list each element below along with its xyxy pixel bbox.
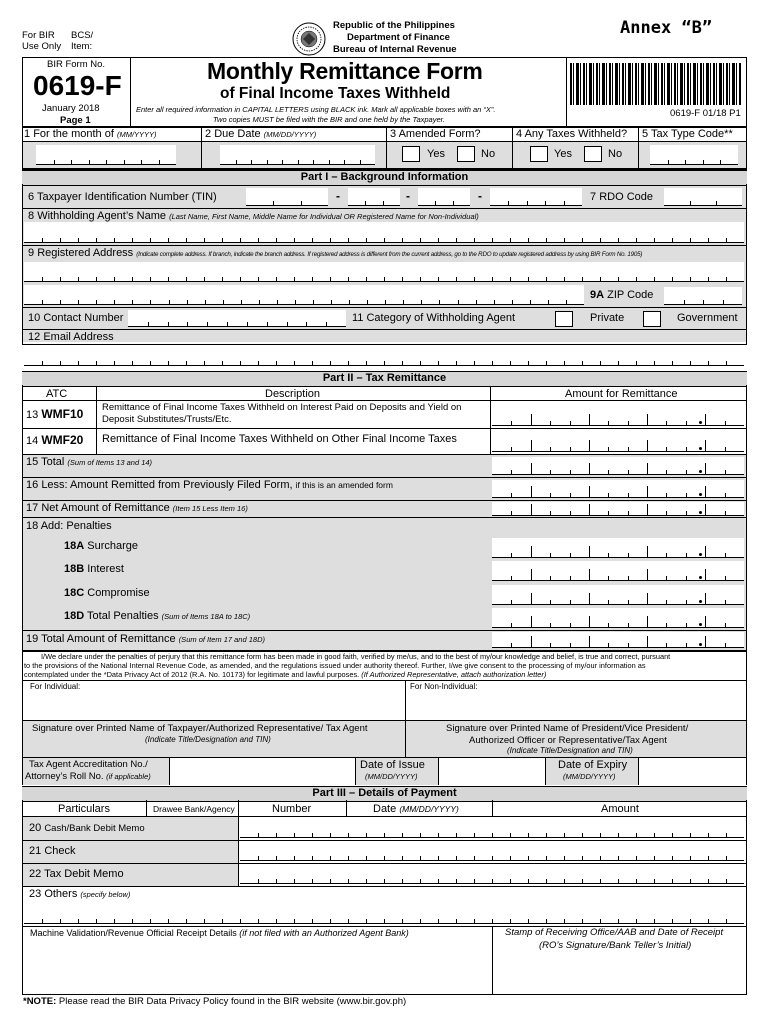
instructions-line1: Enter all required information in CAPITAL LETTERS using BLACK ink. Mark all applicable boxes with an “X”.: [136, 105, 496, 114]
part2-title: Part II – Tax Remittance: [22, 371, 747, 387]
item10-label: Contact Number: [43, 312, 124, 324]
item7-number: 7: [590, 191, 597, 203]
item19-amount-field[interactable]: [492, 632, 744, 648]
department-text: Department of Finance: [347, 32, 450, 43]
bcs-label: BCS/: [71, 30, 94, 41]
item9-number: 9: [28, 247, 35, 259]
item15-note: (Sum of Items 13 and 14): [67, 458, 153, 467]
form-page: Page 1: [60, 115, 91, 126]
government-label: Government: [677, 312, 738, 324]
form-subtitle: of Final Income Taxes Withheld: [220, 85, 451, 102]
item22-debit-memo-field[interactable]: [240, 865, 744, 884]
registered-address-field-2[interactable]: [24, 285, 584, 305]
signature-left-line1: Signature over Printed Name of Taxpayer/Authorized Representative/ Tax Agent: [32, 723, 368, 734]
due-date-field[interactable]: [220, 145, 375, 165]
col-number: Number: [272, 803, 312, 815]
item9-label: Registered Address: [37, 247, 134, 259]
tin-dash-3: -: [478, 189, 482, 203]
item2-label: Due Date: [214, 128, 261, 140]
item20-number: 20: [29, 822, 42, 834]
item18c-amount-field[interactable]: [492, 585, 744, 605]
date-of-issue-label: Date of Issue: [360, 759, 425, 771]
for-bir-label: For BIR: [22, 30, 55, 41]
taxes-withheld-yes-label: Yes: [554, 148, 572, 160]
date-of-issue-format: (MM/DD/YYYY): [365, 772, 418, 781]
taxes-withheld-no-label: No: [608, 148, 623, 160]
col-date-format: (MM/DD/YYYY): [399, 804, 459, 814]
bir-seal-icon: [292, 22, 326, 56]
item18d-amount-field[interactable]: [492, 608, 744, 628]
item13-atc: WMF10: [41, 407, 84, 421]
contact-number-field[interactable]: [128, 310, 346, 327]
item15-amount-field[interactable]: [492, 457, 744, 475]
form-number: 0619-F: [33, 70, 122, 101]
part3-title: Part III – Details of Payment: [22, 786, 747, 802]
item15-number: 15: [26, 456, 39, 468]
amended-yes-checkbox[interactable]: [402, 146, 420, 162]
machine-validation-area[interactable]: [24, 942, 490, 992]
note-text: Please read the BIR Data Privacy Policy found in the BIR website (www.bir.gov.ph): [58, 996, 407, 1007]
item8-number: 8: [28, 210, 35, 222]
taxes-withheld-no-checkbox[interactable]: [584, 146, 602, 162]
item10-number: 10: [28, 312, 41, 324]
item13-desc-line1: Remittance of Final Income Taxes Withheld on Interest Paid on Deposits and Yield on: [102, 402, 462, 413]
item17-amount-field[interactable]: [492, 502, 744, 516]
government-checkbox[interactable]: [643, 311, 661, 327]
declaration-note: (If Authorized Representative, attach authorization letter): [361, 670, 547, 679]
item21-check-field[interactable]: [240, 842, 744, 861]
item17-label: Net Amount of Remittance: [41, 502, 170, 514]
agent-accreditation-line1: Tax Agent Accreditation No./: [29, 759, 148, 770]
item15-label: Total: [41, 456, 65, 468]
item6-label: Taxpayer Identification Number (TIN): [36, 191, 217, 203]
item9-note: (Indicate complete address. If branch, indicate the branch address. If registered address is different from the current address, go to the RDO to update registered address by using BIR Form No. 1905): [136, 251, 643, 258]
machine-validation-note: (if not filed with an Authorized Agent Bank): [239, 928, 409, 938]
form-title: Monthly Remittance Form: [207, 58, 483, 84]
individual-signature-area[interactable]: [24, 693, 404, 718]
item18d-label: Total Penalties: [87, 610, 159, 622]
tin-dash-2: -: [406, 189, 410, 203]
for-nonindividual-label: For Non-Individual:: [410, 682, 478, 691]
item16-note: if this is an amended form: [295, 480, 393, 490]
form-date: January 2018: [42, 103, 100, 114]
signature-left-line2: (Indicate Title/Designation and TIN): [145, 735, 271, 744]
item20-bank-field[interactable]: [240, 819, 744, 838]
item18b-number: 18B: [64, 563, 85, 575]
item16-amount-field[interactable]: [492, 480, 744, 498]
item22-label: Tax Debit Memo: [44, 868, 124, 880]
col-drawee-bank: Drawee Bank/Agency: [153, 804, 235, 814]
declaration-line2: to the provisions of the National Internal Revenue Code, as amended, and the regulations issued under authority thereof. Further, I/we give consent to the processing of my/our information as: [24, 661, 646, 670]
part1-title: Part I – Background Information: [22, 170, 747, 186]
machine-validation-label: Machine Validation/Revenue Official Receipt Details: [30, 928, 237, 938]
item9a-number: 9A: [590, 289, 605, 301]
item1-format: (MM/YYYY): [116, 130, 157, 139]
tax-agent-accreditation-field[interactable]: [172, 759, 352, 783]
zip-code-field[interactable]: [664, 287, 742, 305]
private-label: Private: [590, 312, 625, 324]
month-field[interactable]: [36, 145, 176, 165]
item17-note: (Item 15 Less Item 16): [172, 504, 248, 513]
email-address-field[interactable]: [24, 346, 744, 366]
form-code: 0619-F 01/18 P1: [670, 108, 741, 119]
item14-atc: WMF20: [41, 433, 84, 447]
item8-note: (Last Name, First Name, Middle Name for Individual OR Registered Name for Non-Individual): [169, 212, 479, 221]
item18a-amount-field[interactable]: [492, 538, 744, 558]
item5-number: 5: [642, 128, 649, 140]
signature-right-line2: Authorized Officer or Representative/Tax Agent: [469, 735, 667, 746]
col-amount-for-remittance: Amount for Remittance: [565, 388, 678, 400]
item23-note: (specify below): [80, 890, 131, 899]
stamp-label-line2: (RO’s Signature/Bank Teller’s Initial): [539, 940, 692, 951]
rdo-code-field[interactable]: [664, 188, 742, 206]
item2-format: (MM/DD/YYYY): [263, 130, 317, 139]
item9a-label: ZIP Code: [607, 289, 654, 301]
col-date: Date: [373, 803, 397, 815]
item23-label: Others: [44, 888, 78, 900]
note-label: *NOTE:: [23, 996, 57, 1007]
item3-label: Amended Form?: [398, 128, 481, 140]
item20-label: Cash/Bank Debit Memo: [44, 823, 145, 834]
item18b-label: Interest: [87, 563, 124, 575]
item3-number: 3: [390, 128, 397, 140]
item2-number: 2: [205, 128, 212, 140]
item-label: Item:: [71, 41, 93, 52]
item12-number: 12: [28, 331, 41, 343]
stamp-label-line1: Stamp of Receiving Office/AAB and Date of Receipt: [505, 927, 724, 938]
item4-number: 4: [516, 128, 523, 140]
item11-number: 11: [352, 312, 364, 324]
barcode-icon: [570, 63, 742, 105]
private-checkbox[interactable]: [555, 311, 573, 327]
signature-right-line3: (Indicate Title/Designation and TIN): [507, 746, 633, 755]
amended-no-checkbox[interactable]: [457, 146, 475, 162]
item4-label: Any Taxes Withheld?: [524, 128, 628, 140]
tin-field-1[interactable]: [246, 188, 328, 206]
date-of-issue-field[interactable]: [440, 759, 540, 783]
item12-label: Email Address: [43, 331, 114, 343]
bureau-text: Bureau of Internal Revenue: [333, 44, 457, 55]
item13-desc-line2: Deposit Substitutes/Trusts/Etc.: [102, 414, 232, 425]
tin-field-2[interactable]: [348, 188, 400, 206]
item19-note: (Sum of Item 17 and 18D): [178, 635, 265, 644]
item18b-amount-field[interactable]: [492, 561, 744, 581]
tin-field-4[interactable]: [490, 188, 582, 206]
item11-label: Category of Withholding Agent: [366, 312, 516, 324]
item18c-label: Compromise: [87, 587, 150, 599]
date-of-expiry-field[interactable]: [640, 759, 744, 783]
tin-field-3[interactable]: [418, 188, 470, 206]
signature-right-line1: Signature over Printed Name of President/Vice President/: [446, 723, 689, 734]
item18-number: 18: [26, 520, 39, 532]
agent-accreditation-line2: Attorney’s Roll No.: [25, 771, 104, 782]
col-atc: ATC: [46, 388, 68, 400]
item14-number: 14: [26, 435, 39, 447]
col-amount: Amount: [601, 803, 639, 815]
item19-label: Total Amount of Remittance: [41, 633, 176, 645]
annex-label: Annex “B”: [620, 18, 713, 38]
item16-number: 16: [26, 479, 39, 491]
use-only-label: Use Only: [22, 41, 62, 52]
withholding-agent-name-field[interactable]: [24, 222, 744, 243]
item14-desc: Remittance of Final Income Taxes Withheld on Other Final Income Taxes: [102, 433, 457, 445]
amended-no-label: No: [481, 148, 496, 160]
item21-number: 21: [29, 845, 42, 857]
item23-number: 23: [29, 888, 42, 900]
date-of-expiry-label: Date of Expiry: [558, 759, 628, 771]
col-description: Description: [265, 388, 321, 400]
tax-type-code-field[interactable]: [650, 145, 738, 165]
item18d-note: (Sum of Items 18A to 18C): [161, 612, 251, 621]
item1-label: For the month of: [33, 128, 114, 140]
tin-dash-1: -: [336, 189, 340, 203]
item7-label: RDO Code: [599, 191, 653, 203]
amended-yes-label: Yes: [427, 148, 445, 160]
col-particulars: Particulars: [58, 803, 110, 815]
item18a-label: Surcharge: [87, 540, 139, 552]
registered-address-field-1[interactable]: [24, 262, 744, 282]
item18-label: Add: Penalties: [40, 520, 112, 532]
item21-label: Check: [44, 845, 76, 857]
form-no-label: BIR Form No.: [47, 59, 106, 70]
item18a-number: 18A: [64, 540, 85, 552]
item17-number: 17: [26, 502, 39, 514]
item1-number: 1: [24, 128, 31, 140]
date-of-expiry-format: (MM/DD/YYYY): [563, 772, 616, 781]
item14-amount-field[interactable]: [492, 430, 744, 452]
item6-number: 6: [28, 191, 35, 203]
item23-others-field[interactable]: [24, 903, 744, 924]
for-individual-label: For Individual:: [30, 682, 81, 691]
item22-number: 22: [29, 868, 42, 880]
republic-text: Republic of the Philippines: [333, 20, 455, 31]
item13-number: 13: [26, 409, 39, 421]
item18d-number: 18D: [64, 610, 85, 622]
item13-amount-field[interactable]: [492, 402, 744, 426]
item8-label: Withholding Agent’s Name: [37, 210, 167, 222]
item18c-number: 18C: [64, 587, 85, 599]
agent-accreditation-note: (if applicable): [106, 772, 151, 781]
item19-number: 19: [26, 633, 39, 645]
declaration-line1: I/We declare under the penalties of perjury that this remittance form has been made in good faith, verified by me/us, and to the best of my/our knowledge and belief, is true and correct, pursuant: [41, 652, 671, 661]
item5-label: Tax Type Code**: [650, 128, 733, 140]
nonindividual-signature-area[interactable]: [407, 693, 745, 718]
instructions-line2: Two copies MUST be filed with the BIR and one held by the Taxpayer.: [213, 115, 445, 124]
taxes-withheld-yes-checkbox[interactable]: [530, 146, 548, 162]
item16-label: Less: Amount Remitted from Previously Filed Form,: [41, 479, 293, 491]
declaration-line3: contemplated under the *Data Privacy Act of 2012 (R.A. No. 10173) for legitimate and lawful purposes.: [24, 670, 360, 679]
